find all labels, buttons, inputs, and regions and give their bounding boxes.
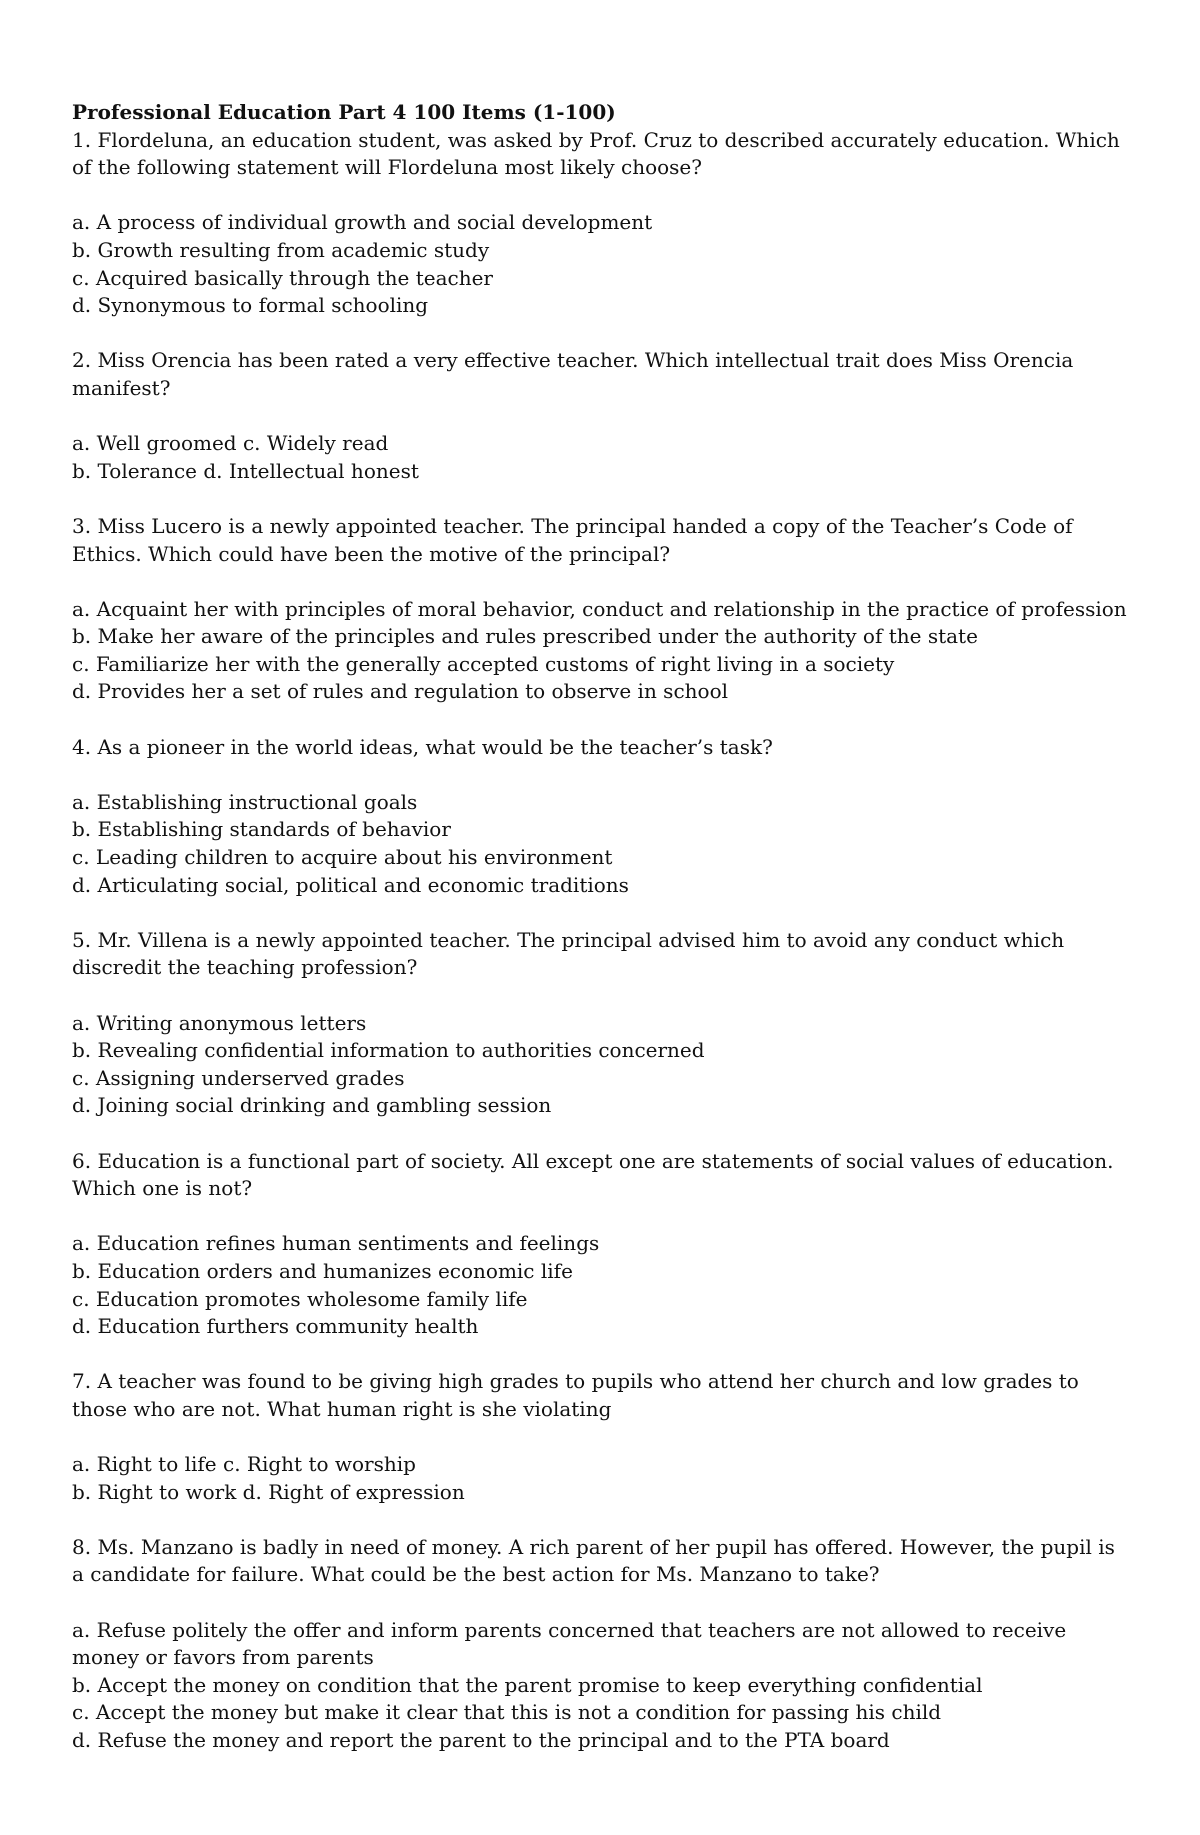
answer-options	[72, 1230, 1132, 1340]
question-8	[72, 1534, 1132, 1755]
answer-option: d. Education furthers community health	[72, 1314, 479, 1339]
answer-option: b. Growth resulting from academic study	[72, 237, 490, 262]
document-page	[72, 99, 1132, 1755]
answer-option: d. Joining social drinking and gambling session	[72, 1093, 552, 1118]
answer-option: b. Accept the money on condition that the parent promise to keep everything confidential	[72, 1672, 983, 1697]
answer-option: c. Familiarize her with the generally accepted customs of right living in a society	[72, 651, 895, 676]
answer-option: a. Acquaint her with principles of moral behavior, conduct and relationship in the practice of profession	[72, 596, 1127, 621]
question-5	[72, 927, 1132, 1120]
answer-options	[72, 209, 1132, 319]
answer-option: a. Well groomed c. Widely read	[72, 431, 389, 456]
question-spacer	[72, 1120, 1132, 1148]
question-stem: 6. Education is a functional part of society. All except one are statements of social values of education. Which one is not?	[72, 1148, 1114, 1201]
answer-option: c. Acquired basically through the teacher	[72, 265, 493, 290]
answer-option: b. Tolerance d. Intellectual honest	[72, 458, 419, 483]
answer-option: a. Education refines human sentiments and feelings	[72, 1231, 600, 1256]
answer-option: d. Provides her a set of rules and regulation to observe in school	[72, 679, 729, 704]
question-stem: 5. Mr. Villena is a newly appointed teacher. The principal advised him to avoid any conduct which discredit the teaching profession?	[72, 927, 1065, 980]
answer-option: c. Leading children to acquire about his environment	[72, 845, 613, 870]
answer-options	[72, 430, 1132, 485]
answer-option: b. Education orders and humanizes economic life	[72, 1258, 573, 1283]
answer-option: a. Right to life c. Right to worship	[72, 1452, 416, 1477]
answer-option: a. A process of individual growth and social development	[72, 210, 653, 235]
question-4	[72, 734, 1132, 900]
question-3	[72, 513, 1132, 706]
question-stem: 2. Miss Orencia has been rated a very effective teacher. Which intellectual trait does Miss Orencia manifest?	[72, 348, 1074, 400]
question-spacer	[72, 320, 1132, 348]
answer-option: b. Right to work d. Right of expression	[72, 1479, 465, 1504]
question-list	[72, 127, 1132, 1755]
question-stem: 8. Ms. Manzano is badly in need of money. A rich parent of her pupil has offered. However, the pupil is a candidate for failure. What could be the best action for Ms. Manzano to take?	[72, 1534, 1115, 1587]
question-spacer	[72, 706, 1132, 734]
answer-options	[72, 789, 1132, 899]
question-stem: 1. Flordeluna, an education student, was asked by Prof. Cruz to described accurately education. Which of the following statement will Flordeluna most likely choose?	[72, 127, 1120, 180]
answer-options	[72, 1451, 1132, 1506]
question-2	[72, 347, 1132, 485]
answer-option: b. Establishing standards of behavior	[72, 817, 451, 842]
answer-option: b. Make her aware of the principles and rules prescribed under the authority of the state	[72, 624, 978, 649]
answer-options	[72, 1010, 1132, 1120]
answer-options	[72, 1617, 1132, 1755]
answer-option: d. Refuse the money and report the parent to the principal and to the PTA board	[72, 1728, 890, 1753]
question-7	[72, 1368, 1132, 1506]
answer-option: b. Revealing confidential information to authorities concerned	[72, 1038, 705, 1063]
question-spacer	[72, 899, 1132, 927]
document-title: Professional Education Part 4 100 Items (1-100)	[72, 100, 616, 124]
answer-option: d. Synonymous to formal schooling	[72, 293, 429, 318]
question-spacer	[72, 1506, 1132, 1534]
answer-option: c. Education promotes wholesome family life	[72, 1286, 528, 1311]
answer-option: d. Articulating social, political and economic traditions	[72, 872, 629, 897]
answer-option: c. Assigning underserved grades	[72, 1065, 405, 1090]
question-spacer	[72, 485, 1132, 513]
question-stem: 7. A teacher was found to be giving high grades to pupils who attend her church and low grades to those who are not. What human right is she violating	[72, 1369, 1079, 1421]
answer-option: c. Accept the money but make it clear that this is not a condition for passing his child	[72, 1700, 942, 1725]
question-6	[72, 1148, 1132, 1341]
question-spacer	[72, 1341, 1132, 1369]
question-stem: 4. As a pioneer in the world ideas, what would be the teacher’s task?	[72, 734, 773, 759]
answer-option: a. Establishing instructional goals	[72, 789, 418, 814]
question-stem: 3. Miss Lucero is a newly appointed teacher. The principal handed a copy of the Teacher’s Code of Ethics. Which could have been the motive of the principal?	[72, 513, 1073, 566]
answer-options	[72, 596, 1132, 706]
answer-option: a. Refuse politely the offer and inform parents concerned that teachers are not allowed to receive money or favors from parents	[72, 1617, 1067, 1670]
question-1	[72, 127, 1132, 320]
answer-option: a. Writing anonymous letters	[72, 1010, 367, 1035]
